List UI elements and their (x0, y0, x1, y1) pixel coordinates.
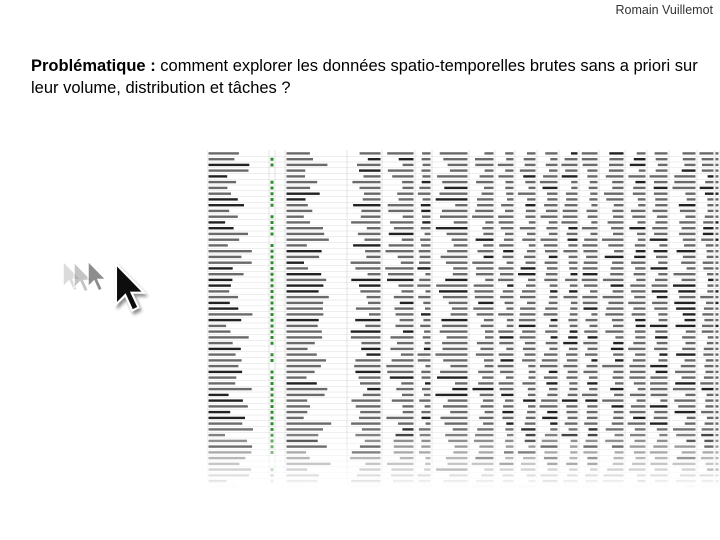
author-name: Romain Vuillemot (615, 3, 713, 17)
spreadsheet-cells (207, 150, 720, 495)
problem-label: Problématique : (31, 57, 156, 75)
spreadsheet-grid (207, 150, 720, 495)
mouse-pointer-icon (58, 258, 158, 330)
cursor-motion-illustration (58, 258, 158, 330)
raw-data-spreadsheet (207, 150, 720, 495)
problem-text: comment explorer les données spatio-temporelles brutes sans a priori sur leur volume, distribution et tâches ? (31, 57, 698, 97)
problem-statement (31, 55, 701, 99)
